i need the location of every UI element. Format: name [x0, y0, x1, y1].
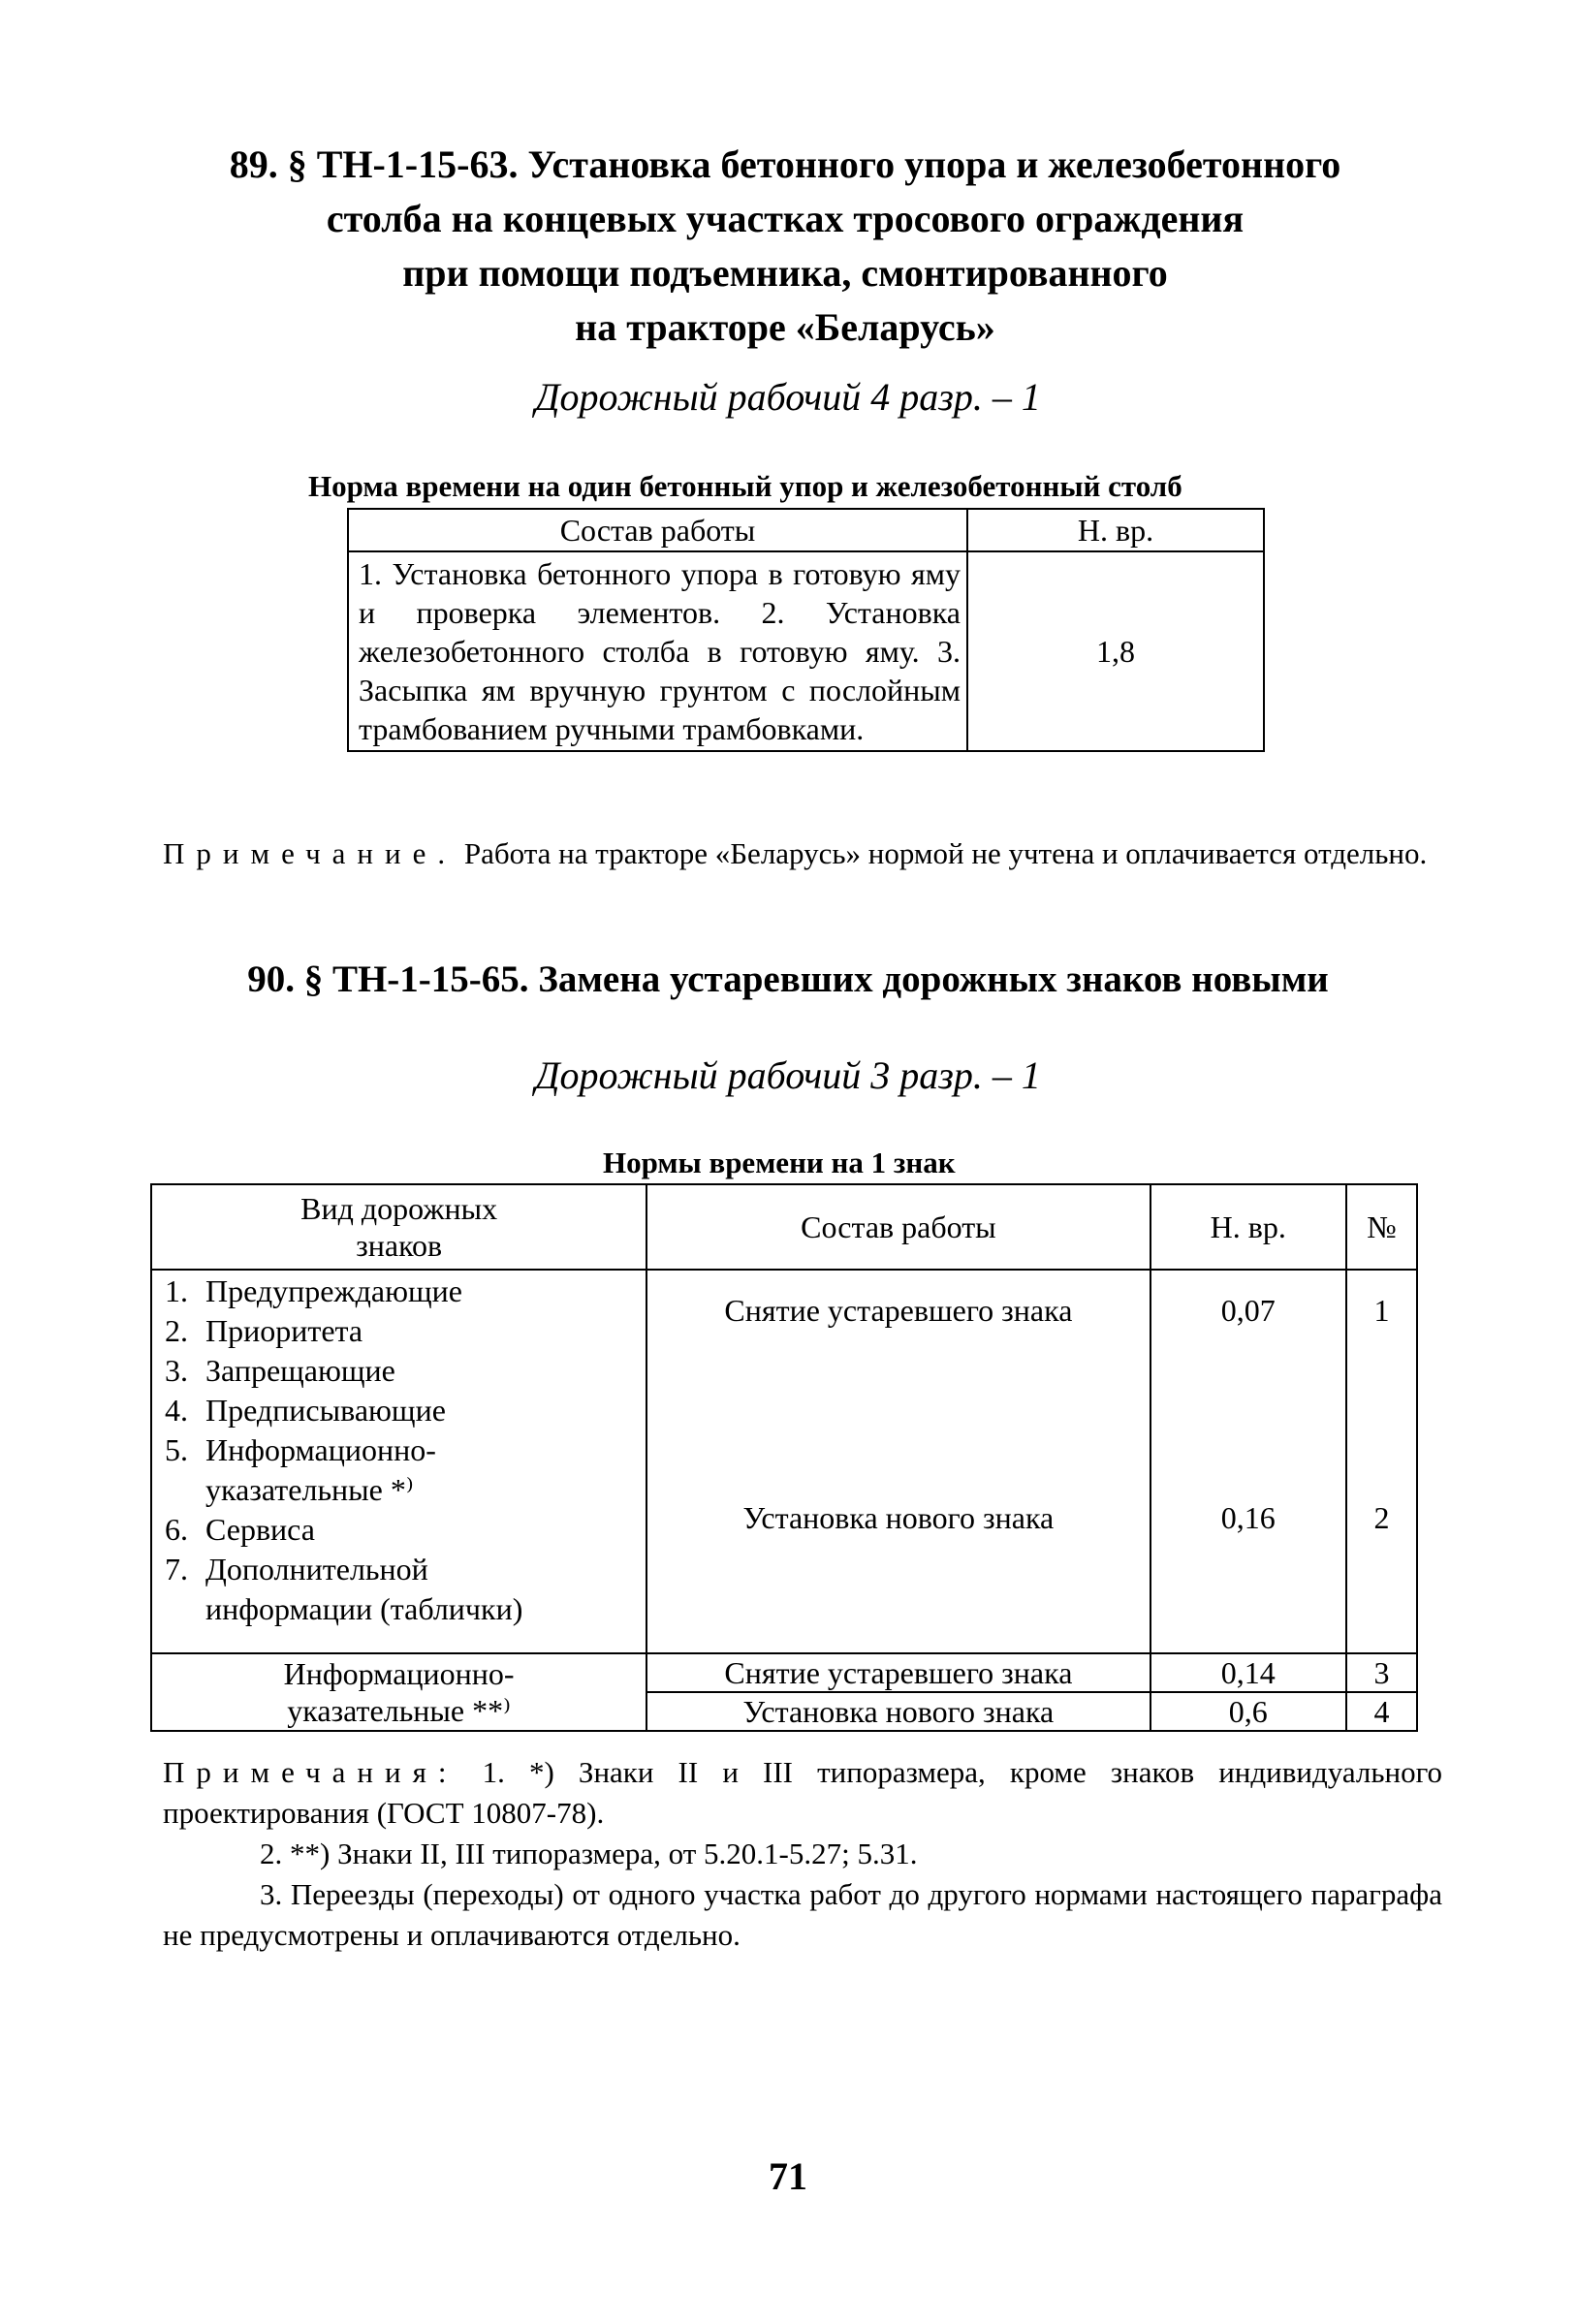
table-row	[151, 1270, 1417, 1653]
title-line: столба на концевых участках тросового ограждения	[326, 197, 1245, 240]
note-89	[163, 833, 1442, 874]
header-work: Состав работы	[348, 509, 967, 551]
norm-install: 0,16	[1220, 1499, 1276, 1535]
item-name: Дополнительной информации (таблички)	[205, 1552, 523, 1626]
item-name: Сервиса	[205, 1512, 315, 1547]
work-cell: Снятие устаревшего знака	[646, 1653, 1150, 1692]
sign-types-list	[153, 1272, 645, 1629]
list-item	[165, 1510, 645, 1550]
norm-value: 1,8	[967, 551, 1264, 751]
header-norm: Н. вр.	[967, 509, 1264, 551]
item-number: 7.	[165, 1552, 188, 1586]
number-cell	[1346, 1270, 1417, 1653]
list-item	[165, 1272, 645, 1311]
list-item	[165, 1311, 645, 1351]
item-number: 1.	[165, 1273, 188, 1308]
item-number: 6.	[165, 1512, 188, 1547]
number-remove: 1	[1373, 1292, 1390, 1328]
header-work: Состав работы	[646, 1184, 1150, 1270]
item-name: Предписывающие	[205, 1393, 446, 1428]
title-line: на тракторе «Беларусь»	[575, 305, 995, 349]
sign-types-cell	[151, 1270, 646, 1653]
table-header-row	[151, 1184, 1417, 1270]
list-item	[165, 1430, 645, 1510]
table-row	[348, 551, 1264, 751]
info-sign-label: Информационно-указательные **⁾	[283, 1656, 515, 1728]
item-name: Приоритета	[205, 1313, 363, 1348]
list-item	[165, 1391, 645, 1430]
section-90-title: 90. § ТН-1-15-65. Замена устаревших дорожных знаков новыми	[247, 958, 1329, 1000]
list-item	[165, 1351, 645, 1391]
title-line: 89. § ТН-1-15-63. Установка бетонного упора и железобетонного	[229, 142, 1341, 186]
item-number: 3.	[165, 1353, 188, 1388]
worker-grade-89: Дорожный рабочий 4 разр. – 1	[535, 375, 1041, 419]
note-text: 1. *) Знаки II и III типоразмера, кроме знаков индивидуального проектирования (ГОСТ 10807-78).	[163, 1755, 1443, 1830]
note-label: Примечание.	[163, 836, 457, 870]
header-number: №	[1346, 1184, 1417, 1270]
section-89-title	[155, 138, 1415, 355]
work-description: 1. Установка бетонного упора в готовую яму и проверка элементов. 2. Установка железобетонного столба в готовую яму. 3. Засыпка ям вручную грунтом с послойным трамбованием ручными трамбовками.	[348, 551, 967, 751]
item-name: Предупреждающие	[205, 1273, 462, 1308]
info-sign-cell	[151, 1653, 646, 1731]
norm-table-90	[150, 1183, 1418, 1732]
table-header-row	[348, 509, 1264, 551]
list-item	[165, 1550, 645, 1629]
note-line: 2. **) Знаки II, III типоразмера, от 5.20.1-5.27; 5.31.	[260, 1837, 918, 1870]
worker-grade-90: Дорожный рабочий 3 разр. – 1	[535, 1053, 1041, 1097]
item-name: Информационно-указательные *⁾	[205, 1432, 436, 1507]
note-line	[163, 1752, 1442, 1834]
number-install: 2	[1373, 1499, 1390, 1535]
note-line: 3. Переезды (переходы) от одного участка работ до другого нормами настоящего параграфа не предусмотрены и оплачиваются отдельно.	[163, 1877, 1442, 1952]
item-name: Запрещающие	[205, 1353, 395, 1388]
norm-cell: 0,6	[1150, 1692, 1346, 1731]
norm-table-89	[347, 508, 1265, 752]
work-install: Установка нового знака	[742, 1499, 1055, 1535]
item-number: 2.	[165, 1313, 188, 1348]
number-cell: 3	[1346, 1653, 1417, 1692]
norm-remove: 0,07	[1220, 1292, 1276, 1328]
norm-cell: 0,14	[1150, 1653, 1346, 1692]
work-remove: Снятие устаревшего знака	[724, 1292, 1073, 1328]
table-caption-89: Норма времени на один бетонный упор и железобетонный столб	[308, 469, 1182, 503]
header-norm: Н. вр.	[1150, 1184, 1346, 1270]
header-sign-type	[151, 1184, 646, 1270]
notes-label: Примечания:	[163, 1755, 458, 1789]
notes-90	[163, 1752, 1442, 1956]
table-caption-90: Нормы времени на 1 знак	[603, 1146, 956, 1179]
work-cell	[646, 1270, 1150, 1653]
note-text: Работа на тракторе «Беларусь» нормой не учтена и оплачивается отдельно.	[463, 836, 1428, 870]
norm-cell	[1150, 1270, 1346, 1653]
number-cell: 4	[1346, 1692, 1417, 1731]
header-label: Вид дорожных знаков	[300, 1191, 498, 1263]
item-number: 4.	[165, 1393, 188, 1428]
item-number: 5.	[165, 1432, 188, 1467]
page-number: 71	[769, 2154, 807, 2198]
work-cell: Установка нового знака	[646, 1692, 1150, 1731]
table-row	[151, 1653, 1417, 1692]
title-line: при помощи подъемника, смонтированного	[402, 251, 1168, 295]
